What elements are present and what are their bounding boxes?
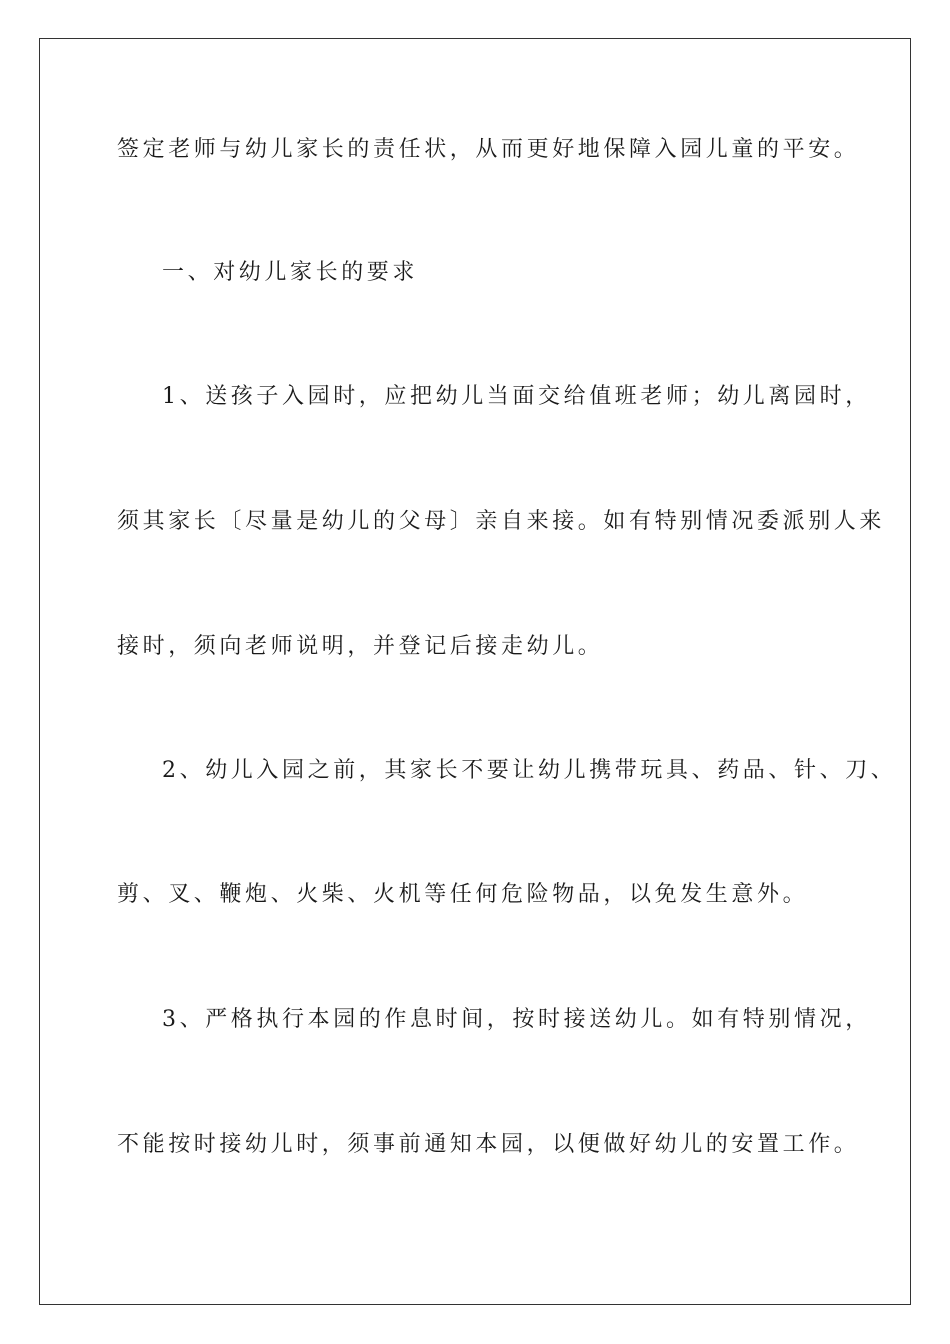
section-heading: 一、对幼儿家长的要求 (162, 260, 419, 285)
paragraph-line-7: 剪、叉、鞭炮、火柴、火机等任何危险物品，以免发生意外。 (117, 882, 809, 907)
paragraph-line-5: 接时，须向老师说明，并登记后接走幼儿。 (117, 634, 604, 659)
page-border (39, 38, 911, 1305)
paragraph-line-6: 2、幼儿入园之前，其家长不要让幼儿携带玩具、药品、针、刀、 (162, 758, 897, 783)
paragraph-line-9: 不能按时接幼儿时，须事前通知本园，以便做好幼儿的安置工作。 (117, 1132, 860, 1157)
paragraph-line-8: 3、严格执行本园的作息时间，按时接送幼儿。如有特别情况， (162, 1007, 871, 1032)
paragraph-line-4: 须其家长〔尽量是幼儿的父母〕亲自来接。如有特别情况委派别人来 (117, 509, 886, 534)
paragraph-line-1: 签定老师与幼儿家长的责任状，从而更好地保障入园儿童的平安。 (117, 137, 860, 162)
paragraph-line-3: 1、送孩子入园时，应把幼儿当面交给值班老师；幼儿离园时， (162, 384, 871, 409)
